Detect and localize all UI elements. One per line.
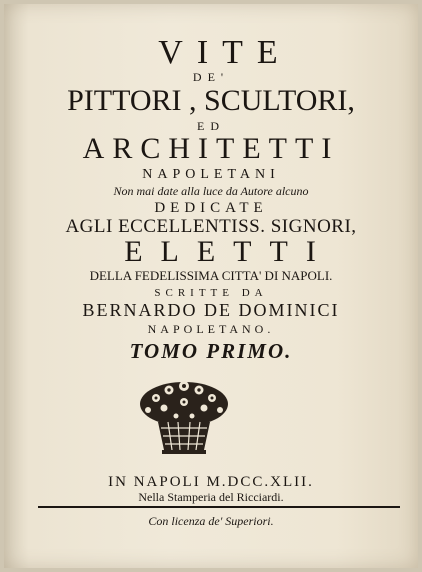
author-name: BERNARDO DE DOMINICI bbox=[82, 300, 340, 320]
subtitle-napoletani: NAPOLETANI bbox=[142, 167, 280, 182]
heading-architetti: ARCHITETTI bbox=[82, 132, 340, 165]
volume-label: TOMO PRIMO. bbox=[129, 339, 293, 363]
author-origin: NAPOLETANO. bbox=[147, 322, 275, 336]
title-page bbox=[4, 4, 418, 568]
divider-rule bbox=[38, 506, 400, 508]
heading-vite: VITE bbox=[158, 34, 292, 71]
heading-ed: ED bbox=[197, 119, 225, 133]
dedication-city: DELLA FEDELISSIMA CITTA' DI NAPOLI. bbox=[89, 268, 333, 283]
heading-pittori: PITTORI , SCULTORI, bbox=[67, 84, 355, 117]
subtitle-non-mai: Non mai date alla luce da Autore alcuno bbox=[113, 184, 309, 198]
dedication-signori: AGLI ECCELLENTISS. SIGNORI, bbox=[65, 216, 357, 237]
flower-basket-ornament bbox=[134, 376, 234, 460]
imprint-printer: Nella Stamperia del Ricciardi. bbox=[138, 490, 284, 504]
heading-de: DE' bbox=[192, 70, 230, 84]
byline-scritte: SCRITTE DA bbox=[154, 287, 268, 299]
imprint-place-date: IN NAPOLI M.DCC.XLII. bbox=[108, 474, 314, 490]
dedication-word: DEDICATE bbox=[154, 200, 268, 216]
license-note: Con licenza de' Superiori. bbox=[148, 514, 274, 528]
dedication-eletti: ELETTI bbox=[124, 235, 334, 268]
